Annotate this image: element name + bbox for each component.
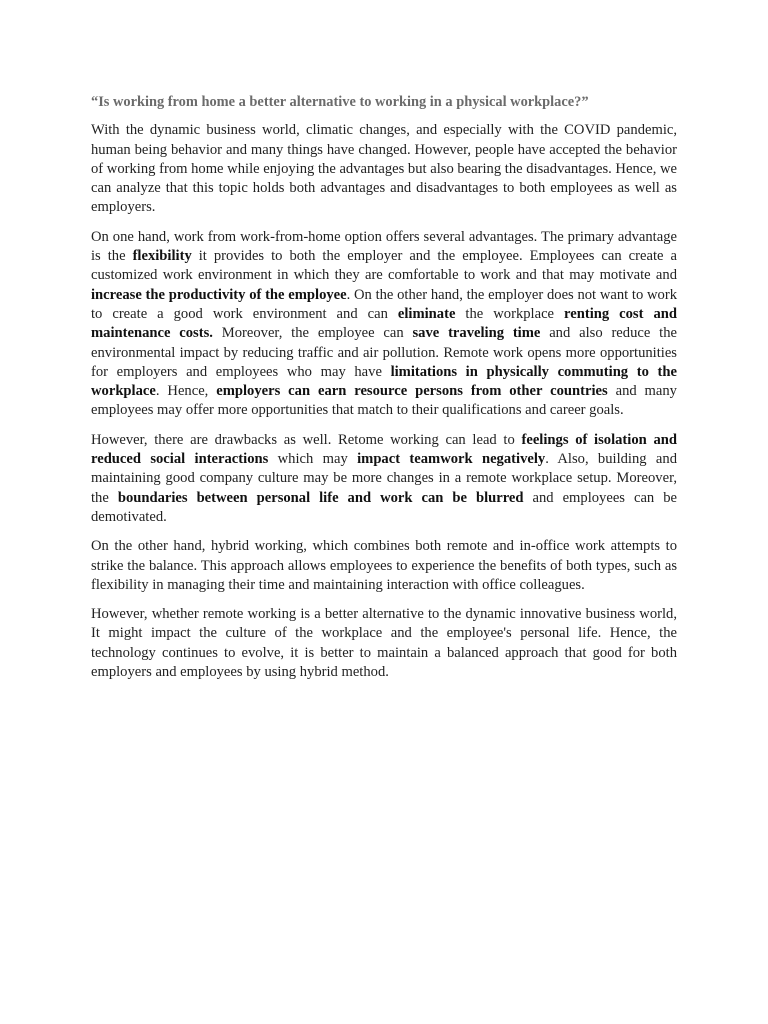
- paragraph-segment: and many employees may offer more opportunities that match to their qualifications and career goals.: [91, 383, 677, 419]
- paragraph-segment: . On the other hand, the employer does not want to work to create a good work environment and can: [91, 286, 678, 322]
- paragraph-intro: [91, 121, 677, 217]
- bold-phrase: increase the productivity of the employee: [91, 286, 347, 303]
- paragraph-drawbacks: [91, 431, 677, 527]
- paragraph-segment: However, there are drawbacks as well. Retome working can lead to: [91, 431, 522, 448]
- paragraph-hybrid: [91, 537, 677, 595]
- paragraph-segment: the workplace: [455, 305, 565, 322]
- paragraph-segment: and also reduce the environmental impact by reducing traffic and air pollution. Remote work opens more opportunities for employers and employees who may have: [91, 325, 677, 380]
- bold-phrase: boundaries between personal life and work can be blurred: [117, 489, 524, 506]
- paragraph-segment: which may: [268, 451, 358, 468]
- bold-phrase: renting cost and maintenance costs.: [91, 305, 677, 342]
- paragraph-segment: However, whether remote working is a better alternative to the dynamic innovative business world, It might impact the culture of the workplace and the employee's personal life. Hence, the technology continues to evolve, it is better to maintain a balanced approach that good for both employers and employees by using hybrid method.: [91, 606, 677, 681]
- paragraph-advantages: [91, 228, 677, 421]
- document-page: [91, 93, 677, 692]
- paragraph-segment: Moreover, the employee can: [212, 325, 413, 342]
- paragraph-segment: With the dynamic business world, climatic changes, and especially with the COVID pandemic, human being behavior and many things have changed. However, people have accepted the behavior of working from home while enjoying the advantages but also bearing the disadvantages. Hence, we can analyze that this topic holds both advantages and disadvantages to both employees as well as employers.: [91, 122, 678, 216]
- paragraph-segment: On the other hand, hybrid working, which combines both remote and in-office work attempts to strike the balance. This approach allows employees to experience the benefits of both types, such as flexibility in managing their time and maintaining interaction with office colleagues.: [91, 538, 677, 593]
- bold-phrase: feelings of isolation and reduced social interactions: [91, 431, 677, 468]
- bold-phrase: flexibility: [132, 248, 192, 265]
- paragraph-conclusion: [91, 605, 677, 682]
- document-title: “Is working from home a better alternative to working in a physical workplace?”: [91, 94, 589, 110]
- paragraph-segment: . Also, building and maintaining good company culture may be more changes in a remote workplace setup. Moreover, the: [91, 451, 677, 506]
- bold-phrase: eliminate: [397, 305, 456, 322]
- paragraph-segment: and employees can be demotivated.: [91, 489, 677, 525]
- bold-phrase: save traveling time: [412, 325, 541, 342]
- paragraph-segment: . Hence,: [155, 383, 217, 400]
- bold-phrase: employers can earn resource persons from other countries: [216, 383, 608, 400]
- bold-phrase: impact teamwork negatively: [357, 451, 546, 468]
- bold-phrase: limitations in physically commuting to the workplace: [91, 363, 677, 400]
- paragraph-segment: it provides to both the employer and the employee. Employees can create a customized work environment in which they are comfortable to work and that may motivate and: [91, 248, 677, 284]
- paragraph-segment: On one hand, work from work-from-home option offers several advantages. The primary advantage is the: [91, 228, 677, 265]
